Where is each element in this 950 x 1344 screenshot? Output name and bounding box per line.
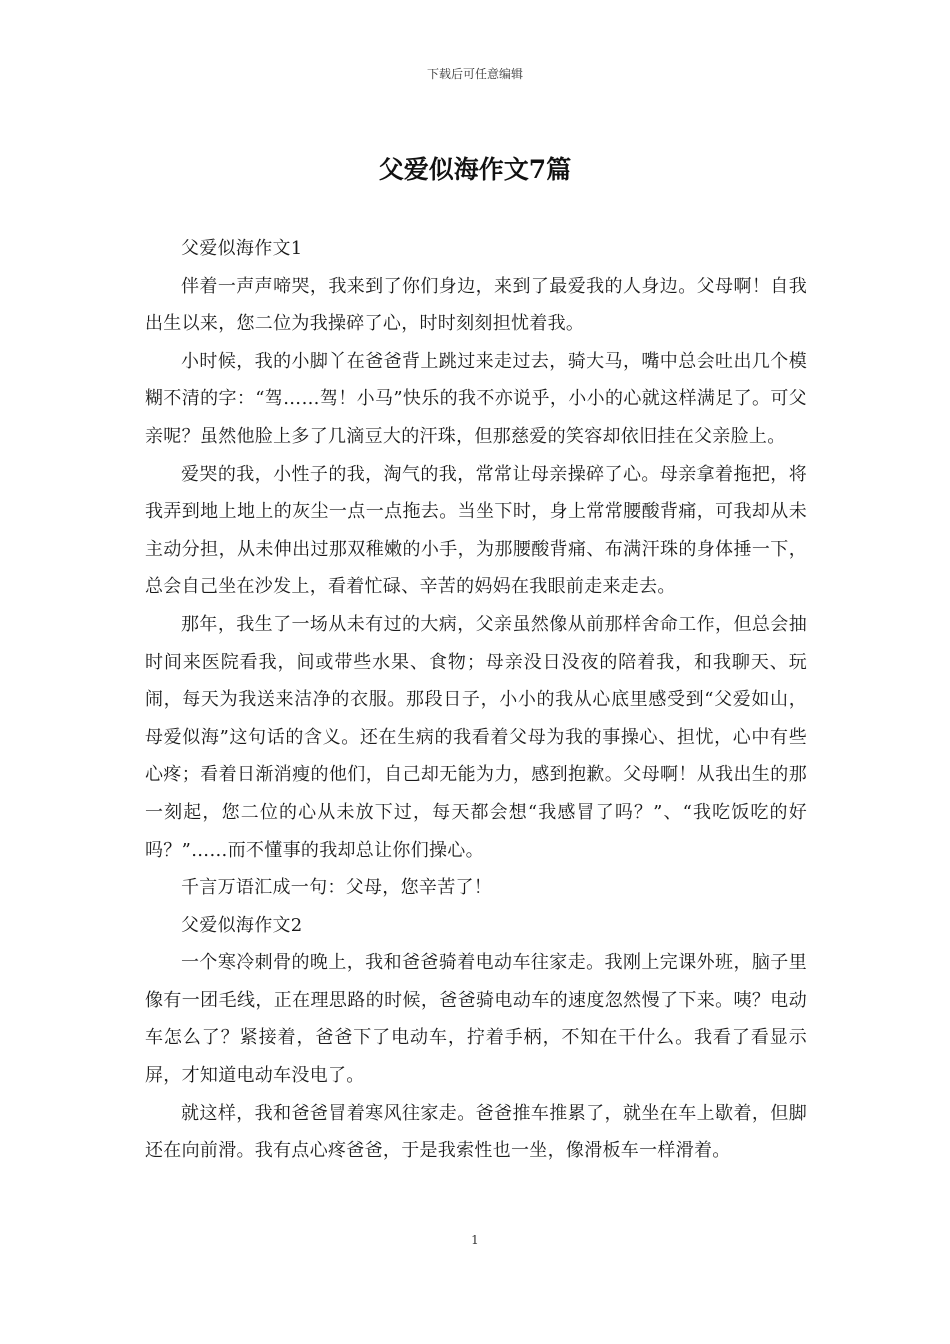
paragraph-section-heading-1: 父爱似海作文1 [181, 238, 303, 259]
paragraph: 千言万语汇成一句：父母，您辛苦了！ [181, 877, 493, 899]
paragraph: 那年，我生了一场从未有过的大病，父亲虽然像从前那样舍命工作，但总会抽时间来医院看我，间或带些水果、食物；母亲没日没夜的陪着我，和我聊天、玩闹，每天为我送来洁净的衣服。那段日子，小小的我从心底里感受到“父爱如山，母爱似海”这句话的含义。还在生病的我看着父母为我的事操心、担忧，心中有些心疼；看着日渐消瘦的他们，自己却无能为力，感到抱歉。父母啊！从我出生的那一刻起，您二位的心从未放下过，每天都会想“我感冒了吗？”、“我吃饭吃的好吗？”……而不懂事的我却总让你们操心。 [145, 613, 807, 861]
document-body [145, 230, 807, 1170]
paragraph: 一个寒冷刺骨的晚上，我和爸爸骑着电动车往家走。我刚上完课外班，脑子里像有一团毛线，正在理思路的时候，爸爸骑电动车的速度忽然慢了下来。咦？电动车怎么了？紧接着，爸爸下了电动车，拧着手柄，不知在干什么。我看了看显示屏，才知道电动车没电了。 [145, 952, 807, 1087]
document-title: 父爱似海作文7篇 [378, 155, 572, 184]
paragraph: 小时候，我的小脚丫在爸爸背上跳过来走过去，骑大马，嘴中总会吐出几个模糊不清的字：“驾……驾！小马”快乐的我不亦说乎，小小的心就这样满足了。可父亲呢？虽然他脸上多了几滴豆大的汗珠，但那慈爱的笑容却依旧挂在父亲脸上。 [145, 350, 807, 447]
page-number: 1 [471, 1233, 479, 1247]
paragraph-section-heading-2: 父爱似海作文2 [181, 914, 303, 936]
paragraph: 就这样，我和爸爸冒着寒风往家走。爸爸推车推累了，就坐在车上歇着，但脚还在向前滑。我有点心疼爸爸，于是我索性也一坐，像滑板车一样滑着。 [145, 1102, 807, 1162]
paragraph: 伴着一声声啼哭，我来到了你们身边，来到了最爱我的人身边。父母啊！自我出生以来，您二位为我操碎了心，时时刻刻担忧着我。 [145, 275, 807, 335]
paragraph: 爱哭的我，小性子的我，淘气的我，常常让母亲操碎了心。母亲拿着拖把，将我弄到地上地上的灰尘一点一点拖去。当坐下时，身上常常腰酸背痛，可我却从未主动分担，从未伸出过那双稚嫩的小手，为那腰酸背痛、布满汗珠的身体捶一下，总会自己坐在沙发上，看着忙碌、辛苦的妈妈在我眼前走来走去。 [145, 463, 807, 598]
page-header-note: 下载后可任意编辑 [426, 67, 523, 81]
